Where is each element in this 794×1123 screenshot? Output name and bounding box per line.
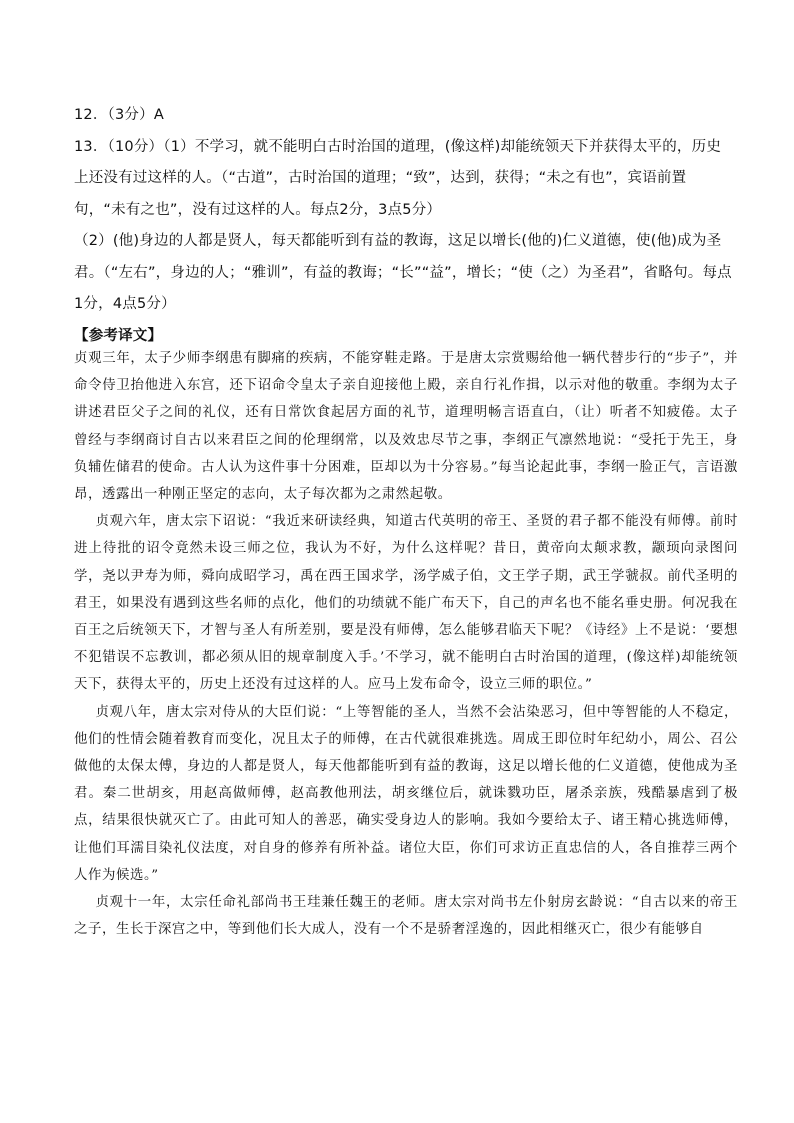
translation-paragraph: 贞观十一年，太宗任命礼部尚书王珪兼任魏王的老师。唐太宗对尚书左仆射房玄龄说：“自古以来的帝王之子，生长于深宫之中，等到他们长大成人，没有一个不是骄奢淫逸的，因此相继灭亡，很少有能够自 [74,895,738,938]
reference-translation [74,345,738,943]
translation-paragraph: 贞观八年，唐太宗对侍从的大臣们说：“上等智能的圣人，当然不会沾染恶习，但中等智能的人不稳定，他们的性情会随着教育而变化，况且太子的师傅，在古代就很难挑选。周成王即位时年纪幼小，周公、召公做他的太保太傅，身边的人都是贤人，每天他都能听到有益的教诲，这足以增长他的仁义道德，使他成为圣君。秦二世胡亥，用赵高做师傅，赵高教他刑法，胡亥继位后，就诛戮功臣，屠杀亲族，残酷暴虐到了极点，结果很快就灭亡了。由此可知人的善恶，确实受身边人的影响。我如今要给太子、诸王精心挑选师傅，让他们耳濡目染礼仪法度，对自身的修养有所补益。诸位大臣，你们可求访正直忠信的人，各自推荐三两个人作为候选。” [74,704,738,883]
answer-q13-part2: （2）(他)身边的人都是贤人，每天都能听到有益的教诲，这足以增长(他的)仁义道德，使(他)成为圣君。（“左右”，身边的人；“雅训”，有益的教诲；“长”“益”，增长；“使（之）为圣君”，省略句。每点1分，4点5分） [74,233,732,312]
answer-q13-part1: 13．（10分）（1）不学习，就不能明白古时治国的道理，(像这样)却能统领天下并获得太平的，历史上还没有过这样的人。（“古道”，古时治国的道理；“致”，达到，获得；“未之有也”，宾语前置句，“未有之也”，没有过这样的人。每点2分，3点5分） [74,138,722,218]
answer-section [74,100,734,352]
answer-q12: 12．（3分）A [74,107,164,123]
translation-paragraph: 贞观六年，唐太宗下诏说：“我近来研读经典，知道古代英明的帝王、圣贤的君子都不能没有师傅。前时进上待批的诏令竟然未设三师之位，我认为不好，为什么这样呢？昔日，黄帝向太颠求教，颛顼向录图问学，尧以尹寿为师，舜向成昭学习，禹在西王国求学，汤学威子伯，文王学子期，武王学虢叔。前代圣明的君王，如果没有遇到这些名师的点化，他们的功绩就不能广布天下，自己的声名也不能名垂史册。何况我在百王之后统领天下，才智与圣人有所差别，要是没有师傅，怎么能够君临天下呢？《诗经》上不是说：‘要想不犯错误不忘教训，都必须从旧的规章制度入手。’不学习，就不能明白古时治国的道理，(像这样)却能统领天下，获得太平的，历史上还没有过这样的人。应马上发布命令，设立三师的职位。” [74,514,738,693]
reference-translation-heading: 【参考译文】 [74,327,163,344]
translation-paragraph: 贞观三年，太子少师李纲患有脚痛的疾病，不能穿鞋走路。于是唐太宗赏赐给他一辆代替步行的“步子”，并命令侍卫抬他进入东宫，还下诏命令皇太子亲自迎接他上殿，亲自行礼作揖，以示对他的敬重。李纲为太子讲述君臣父子之间的礼仪，还有日常饮食起居方面的礼节，道理明畅言语直白，（让）听者不知疲倦。太子曾经与李纲商讨自古以来君臣之间的伦理纲常，以及效忠尽节之事，李纲正气凛然地说：“受托于先王，身负辅佐储君的使命。古人认为这件事十分困难，臣却以为十分容易。”每当论起此事，李纲一脸正气，言语激昂，透露出一种刚正坚定的志向，太子每次都为之肃然起敬。 [74,351,738,503]
